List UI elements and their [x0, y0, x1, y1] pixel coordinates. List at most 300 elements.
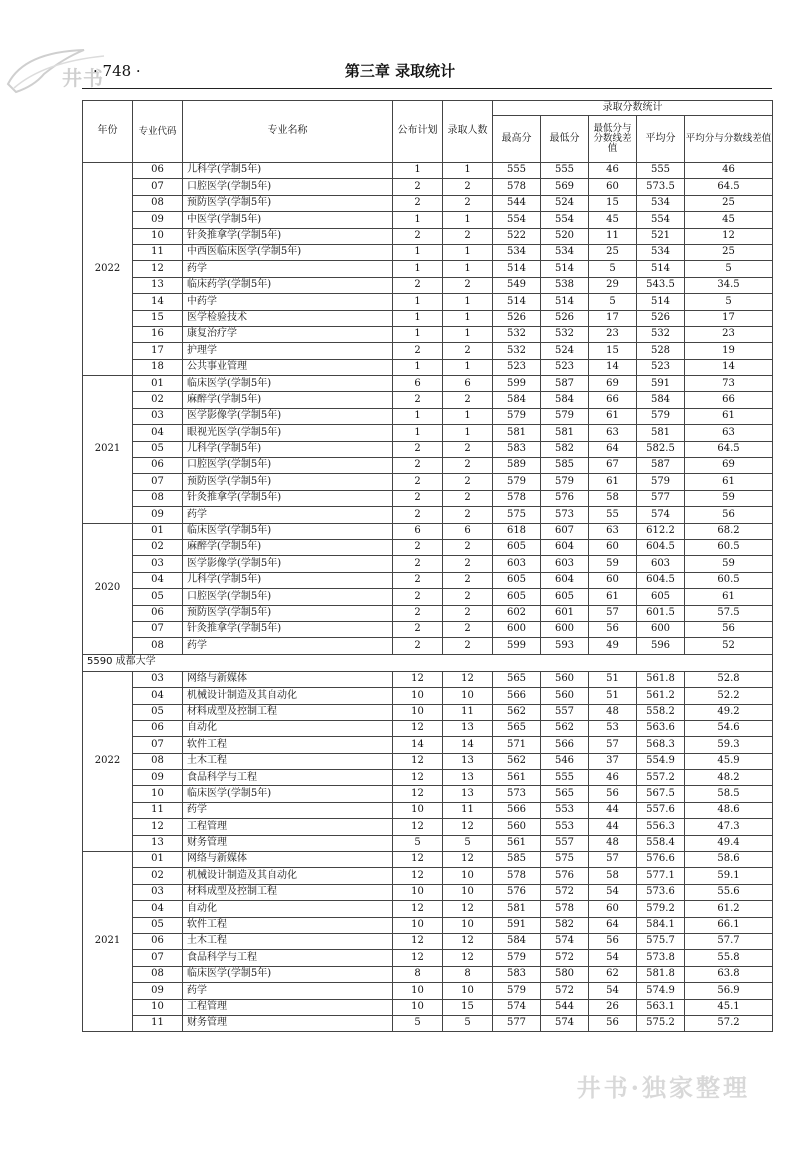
table-row — [83, 228, 773, 244]
header-plan: 公布计划 — [393, 101, 443, 163]
page-number: · 748 · — [93, 62, 141, 80]
admitted-cell: 1 — [443, 163, 493, 179]
table-row — [83, 195, 773, 211]
min-cell: 523 — [541, 359, 589, 375]
table-row — [83, 408, 773, 424]
name-cell: 中药学 — [183, 294, 393, 310]
min-diff-cell: 44 — [589, 819, 637, 835]
table-row — [83, 933, 773, 949]
min-diff-cell: 15 — [589, 195, 637, 211]
min-diff-cell: 64 — [589, 441, 637, 457]
table-row — [83, 474, 773, 490]
min-diff-cell: 56 — [589, 786, 637, 802]
code-cell: 02 — [133, 539, 183, 555]
table-row — [83, 638, 773, 654]
table-row — [83, 212, 773, 228]
min-diff-cell: 29 — [589, 277, 637, 293]
admitted-cell: 15 — [443, 999, 493, 1015]
max-cell: 602 — [493, 605, 541, 621]
avg-diff-cell: 48.6 — [685, 802, 773, 818]
year-cell: 2020 — [83, 523, 133, 654]
name-cell: 针灸推拿学(学制5年) — [183, 621, 393, 637]
avg-diff-cell: 57.5 — [685, 605, 773, 621]
min-cell: 538 — [541, 277, 589, 293]
table-row — [83, 868, 773, 884]
avg-diff-cell: 45.9 — [685, 753, 773, 769]
avg-diff-cell: 59.1 — [685, 868, 773, 884]
table-row — [83, 605, 773, 621]
max-cell: 554 — [493, 212, 541, 228]
plan-cell: 10 — [393, 704, 443, 720]
avg-diff-cell: 49.2 — [685, 704, 773, 720]
max-cell: 565 — [493, 720, 541, 736]
plan-cell: 2 — [393, 343, 443, 359]
code-cell: 06 — [133, 933, 183, 949]
name-cell: 材料成型及控制工程 — [183, 704, 393, 720]
min-diff-cell: 64 — [589, 917, 637, 933]
table-row — [83, 392, 773, 408]
table-row — [83, 490, 773, 506]
max-cell: 589 — [493, 458, 541, 474]
max-cell: 579 — [493, 474, 541, 490]
max-cell: 605 — [493, 589, 541, 605]
avg-diff-cell: 34.5 — [685, 277, 773, 293]
table-row — [83, 163, 773, 179]
max-cell: 578 — [493, 868, 541, 884]
max-cell: 583 — [493, 966, 541, 982]
code-cell: 13 — [133, 277, 183, 293]
admitted-cell: 1 — [443, 408, 493, 424]
max-cell: 618 — [493, 523, 541, 539]
code-cell: 04 — [133, 688, 183, 704]
min-cell: 572 — [541, 884, 589, 900]
max-cell: 565 — [493, 671, 541, 687]
code-cell: 01 — [133, 852, 183, 868]
min-diff-cell: 60 — [589, 572, 637, 588]
max-cell: 577 — [493, 1015, 541, 1031]
min-cell: 526 — [541, 310, 589, 326]
table-row — [83, 917, 773, 933]
admitted-cell: 1 — [443, 359, 493, 375]
avg-diff-cell: 63 — [685, 425, 773, 441]
min-diff-cell: 17 — [589, 310, 637, 326]
avg-cell: 579.2 — [637, 901, 685, 917]
avg-diff-cell: 5 — [685, 294, 773, 310]
min-diff-cell: 45 — [589, 212, 637, 228]
table-row — [83, 425, 773, 441]
min-cell: 514 — [541, 261, 589, 277]
table-row — [83, 441, 773, 457]
table-row — [83, 1015, 773, 1031]
code-cell: 09 — [133, 212, 183, 228]
admitted-cell: 2 — [443, 490, 493, 506]
name-cell: 口腔医学(学制5年) — [183, 589, 393, 605]
plan-cell: 1 — [393, 425, 443, 441]
avg-diff-cell: 69 — [685, 458, 773, 474]
name-cell: 公共事业管理 — [183, 359, 393, 375]
plan-cell: 2 — [393, 507, 443, 523]
max-cell: 566 — [493, 802, 541, 818]
min-cell: 572 — [541, 950, 589, 966]
max-cell: 591 — [493, 917, 541, 933]
name-cell: 预防医学(学制5年) — [183, 605, 393, 621]
code-cell: 11 — [133, 244, 183, 260]
header-year: 年份 — [83, 101, 133, 163]
min-diff-cell: 11 — [589, 228, 637, 244]
avg-cell: 556.3 — [637, 819, 685, 835]
max-cell: 514 — [493, 261, 541, 277]
min-cell: 553 — [541, 802, 589, 818]
admitted-cell: 2 — [443, 343, 493, 359]
table-row — [83, 359, 773, 375]
min-diff-cell: 58 — [589, 868, 637, 884]
max-cell: 579 — [493, 408, 541, 424]
plan-cell: 12 — [393, 933, 443, 949]
table-row — [83, 310, 773, 326]
admitted-cell: 5 — [443, 1015, 493, 1031]
header-admitted: 录取人数 — [443, 101, 493, 163]
avg-diff-cell: 66 — [685, 392, 773, 408]
min-diff-cell: 5 — [589, 261, 637, 277]
year-cell: 2022 — [83, 671, 133, 851]
max-cell: 578 — [493, 490, 541, 506]
plan-cell: 5 — [393, 835, 443, 851]
min-cell: 573 — [541, 507, 589, 523]
header-rule — [82, 88, 772, 89]
avg-cell: 558.2 — [637, 704, 685, 720]
avg-diff-cell: 57.7 — [685, 933, 773, 949]
admission-table — [82, 100, 773, 1032]
table-row — [83, 901, 773, 917]
min-cell: 576 — [541, 868, 589, 884]
max-cell: 562 — [493, 704, 541, 720]
name-cell: 临床药学(学制5年) — [183, 277, 393, 293]
name-cell: 儿科学(学制5年) — [183, 441, 393, 457]
admitted-cell: 2 — [443, 638, 493, 654]
plan-cell: 2 — [393, 539, 443, 555]
min-diff-cell: 46 — [589, 163, 637, 179]
admitted-cell: 2 — [443, 474, 493, 490]
plan-cell: 10 — [393, 688, 443, 704]
admitted-cell: 6 — [443, 523, 493, 539]
admitted-cell: 13 — [443, 770, 493, 786]
code-cell: 07 — [133, 179, 183, 195]
max-cell: 534 — [493, 244, 541, 260]
table-row — [83, 277, 773, 293]
avg-cell: 604.5 — [637, 539, 685, 555]
min-cell: 544 — [541, 999, 589, 1015]
code-cell: 05 — [133, 589, 183, 605]
name-cell: 药学 — [183, 507, 393, 523]
min-cell: 569 — [541, 179, 589, 195]
admitted-cell: 2 — [443, 441, 493, 457]
min-diff-cell: 61 — [589, 474, 637, 490]
name-cell: 网络与新媒体 — [183, 852, 393, 868]
avg-cell: 584.1 — [637, 917, 685, 933]
avg-diff-cell: 58.6 — [685, 852, 773, 868]
avg-cell: 558.4 — [637, 835, 685, 851]
table-row — [83, 704, 773, 720]
name-cell: 软件工程 — [183, 917, 393, 933]
plan-cell: 6 — [393, 376, 443, 392]
name-cell: 眼视光医学(学制5年) — [183, 425, 393, 441]
table-row — [83, 786, 773, 802]
min-diff-cell: 57 — [589, 852, 637, 868]
code-cell: 08 — [133, 966, 183, 982]
name-cell: 药学 — [183, 638, 393, 654]
name-cell: 材料成型及控制工程 — [183, 884, 393, 900]
admitted-cell: 1 — [443, 326, 493, 342]
min-diff-cell: 61 — [589, 589, 637, 605]
name-cell: 儿科学(学制5年) — [183, 572, 393, 588]
table-row — [83, 556, 773, 572]
name-cell: 针灸推拿学(学制5年) — [183, 228, 393, 244]
avg-diff-cell: 25 — [685, 244, 773, 260]
admitted-cell: 8 — [443, 966, 493, 982]
max-cell: 514 — [493, 294, 541, 310]
max-cell: 578 — [493, 179, 541, 195]
avg-diff-cell: 61.2 — [685, 901, 773, 917]
name-cell: 儿科学(学制5年) — [183, 163, 393, 179]
admitted-cell: 13 — [443, 786, 493, 802]
max-cell: 605 — [493, 539, 541, 555]
min-cell: 514 — [541, 294, 589, 310]
avg-diff-cell: 45.1 — [685, 999, 773, 1015]
admitted-cell: 5 — [443, 835, 493, 851]
code-cell: 01 — [133, 376, 183, 392]
name-cell: 医学影像学(学制5年) — [183, 408, 393, 424]
min-diff-cell: 14 — [589, 359, 637, 375]
plan-cell: 1 — [393, 359, 443, 375]
min-cell: 574 — [541, 933, 589, 949]
avg-cell: 521 — [637, 228, 685, 244]
code-cell: 09 — [133, 507, 183, 523]
avg-cell: 575.2 — [637, 1015, 685, 1031]
min-cell: 532 — [541, 326, 589, 342]
min-diff-cell: 5 — [589, 294, 637, 310]
code-cell: 08 — [133, 490, 183, 506]
plan-cell: 2 — [393, 638, 443, 654]
admitted-cell: 2 — [443, 228, 493, 244]
code-cell: 04 — [133, 901, 183, 917]
avg-cell: 577 — [637, 490, 685, 506]
table-row — [83, 572, 773, 588]
max-cell: 573 — [493, 786, 541, 802]
avg-diff-cell: 56 — [685, 621, 773, 637]
table-row — [83, 507, 773, 523]
avg-cell: 600 — [637, 621, 685, 637]
code-cell: 18 — [133, 359, 183, 375]
avg-diff-cell: 63.8 — [685, 966, 773, 982]
avg-cell: 563.6 — [637, 720, 685, 736]
max-cell: 600 — [493, 621, 541, 637]
max-cell: 560 — [493, 819, 541, 835]
code-cell: 08 — [133, 195, 183, 211]
admitted-cell: 1 — [443, 425, 493, 441]
min-diff-cell: 51 — [589, 671, 637, 687]
avg-cell: 554 — [637, 212, 685, 228]
admitted-cell: 6 — [443, 376, 493, 392]
table-row — [83, 671, 773, 687]
avg-cell: 526 — [637, 310, 685, 326]
avg-diff-cell: 61 — [685, 408, 773, 424]
header-name: 专业名称 — [183, 101, 393, 163]
avg-diff-cell: 46 — [685, 163, 773, 179]
code-cell: 10 — [133, 786, 183, 802]
name-cell: 网络与新媒体 — [183, 671, 393, 687]
admitted-cell: 2 — [443, 539, 493, 555]
name-cell: 软件工程 — [183, 737, 393, 753]
name-cell: 口腔医学(学制5年) — [183, 458, 393, 474]
plan-cell: 2 — [393, 392, 443, 408]
table-row — [83, 819, 773, 835]
avg-cell: 543.5 — [637, 277, 685, 293]
plan-cell: 1 — [393, 163, 443, 179]
min-cell: 579 — [541, 474, 589, 490]
code-cell: 06 — [133, 720, 183, 736]
table-row — [83, 589, 773, 605]
min-cell: 557 — [541, 704, 589, 720]
table-row — [83, 753, 773, 769]
avg-diff-cell: 59 — [685, 556, 773, 572]
min-cell: 605 — [541, 589, 589, 605]
table-body — [83, 163, 773, 1032]
code-cell: 16 — [133, 326, 183, 342]
header-max: 最高分 — [493, 116, 541, 163]
table-row — [83, 802, 773, 818]
code-cell: 08 — [133, 638, 183, 654]
min-diff-cell: 63 — [589, 425, 637, 441]
avg-diff-cell: 49.4 — [685, 835, 773, 851]
min-diff-cell: 54 — [589, 983, 637, 999]
avg-cell: 603 — [637, 556, 685, 572]
name-cell: 临床医学(学制5年) — [183, 786, 393, 802]
min-diff-cell: 53 — [589, 720, 637, 736]
max-cell: 523 — [493, 359, 541, 375]
table-row — [83, 770, 773, 786]
avg-diff-cell: 61 — [685, 589, 773, 605]
avg-diff-cell: 58.5 — [685, 786, 773, 802]
plan-cell: 10 — [393, 884, 443, 900]
plan-cell: 14 — [393, 737, 443, 753]
avg-cell: 612.2 — [637, 523, 685, 539]
avg-diff-cell: 68.2 — [685, 523, 773, 539]
name-cell: 医学检验技术 — [183, 310, 393, 326]
min-diff-cell: 26 — [589, 999, 637, 1015]
table-row — [83, 884, 773, 900]
avg-cell: 574 — [637, 507, 685, 523]
name-cell: 土木工程 — [183, 753, 393, 769]
name-cell: 土木工程 — [183, 933, 393, 949]
admitted-cell: 2 — [443, 458, 493, 474]
admitted-cell: 1 — [443, 244, 493, 260]
min-cell: 584 — [541, 392, 589, 408]
header-min: 最低分 — [541, 116, 589, 163]
avg-cell: 584 — [637, 392, 685, 408]
name-cell: 口腔医学(学制5年) — [183, 179, 393, 195]
admitted-cell: 2 — [443, 179, 493, 195]
max-cell: 599 — [493, 638, 541, 654]
avg-diff-cell: 61 — [685, 474, 773, 490]
min-cell: 604 — [541, 572, 589, 588]
min-diff-cell: 60 — [589, 539, 637, 555]
min-cell: 585 — [541, 458, 589, 474]
avg-cell: 532 — [637, 326, 685, 342]
avg-cell: 561.2 — [637, 688, 685, 704]
plan-cell: 12 — [393, 671, 443, 687]
code-cell: 04 — [133, 425, 183, 441]
plan-cell: 1 — [393, 294, 443, 310]
plan-cell: 2 — [393, 179, 443, 195]
min-cell: 560 — [541, 671, 589, 687]
avg-cell: 576.6 — [637, 852, 685, 868]
admitted-cell: 2 — [443, 621, 493, 637]
admitted-cell: 2 — [443, 556, 493, 572]
table-row — [83, 737, 773, 753]
code-cell: 05 — [133, 441, 183, 457]
admitted-cell: 10 — [443, 983, 493, 999]
avg-diff-cell: 55.8 — [685, 950, 773, 966]
min-diff-cell: 15 — [589, 343, 637, 359]
avg-cell: 573.5 — [637, 179, 685, 195]
max-cell: 605 — [493, 572, 541, 588]
min-diff-cell: 37 — [589, 753, 637, 769]
min-diff-cell: 61 — [589, 408, 637, 424]
plan-cell: 12 — [393, 950, 443, 966]
plan-cell: 12 — [393, 753, 443, 769]
code-cell: 11 — [133, 802, 183, 818]
min-cell: 593 — [541, 638, 589, 654]
table-row — [83, 966, 773, 982]
name-cell: 工程管理 — [183, 819, 393, 835]
avg-cell: 523 — [637, 359, 685, 375]
avg-cell: 534 — [637, 195, 685, 211]
min-diff-cell: 23 — [589, 326, 637, 342]
min-diff-cell: 58 — [589, 490, 637, 506]
admitted-cell: 13 — [443, 720, 493, 736]
avg-cell: 557.2 — [637, 770, 685, 786]
avg-diff-cell: 14 — [685, 359, 773, 375]
max-cell: 579 — [493, 950, 541, 966]
code-cell: 07 — [133, 621, 183, 637]
min-cell: 566 — [541, 737, 589, 753]
avg-cell: 555 — [637, 163, 685, 179]
name-cell: 机械设计制造及其自动化 — [183, 688, 393, 704]
name-cell: 食品科学与工程 — [183, 770, 393, 786]
table-row — [83, 983, 773, 999]
code-cell: 08 — [133, 753, 183, 769]
plan-cell: 2 — [393, 228, 443, 244]
avg-diff-cell: 64.5 — [685, 179, 773, 195]
avg-diff-cell: 48.2 — [685, 770, 773, 786]
code-cell: 10 — [133, 999, 183, 1015]
min-cell: 578 — [541, 901, 589, 917]
max-cell: 581 — [493, 901, 541, 917]
code-cell: 02 — [133, 868, 183, 884]
min-diff-cell: 54 — [589, 884, 637, 900]
min-cell: 575 — [541, 852, 589, 868]
avg-cell: 567.5 — [637, 786, 685, 802]
max-cell: 532 — [493, 343, 541, 359]
avg-diff-cell: 54.6 — [685, 720, 773, 736]
avg-cell: 601.5 — [637, 605, 685, 621]
min-cell: 524 — [541, 343, 589, 359]
plan-cell: 2 — [393, 195, 443, 211]
admitted-cell: 10 — [443, 884, 493, 900]
avg-cell: 581 — [637, 425, 685, 441]
admitted-cell: 2 — [443, 277, 493, 293]
avg-diff-cell: 60.5 — [685, 572, 773, 588]
